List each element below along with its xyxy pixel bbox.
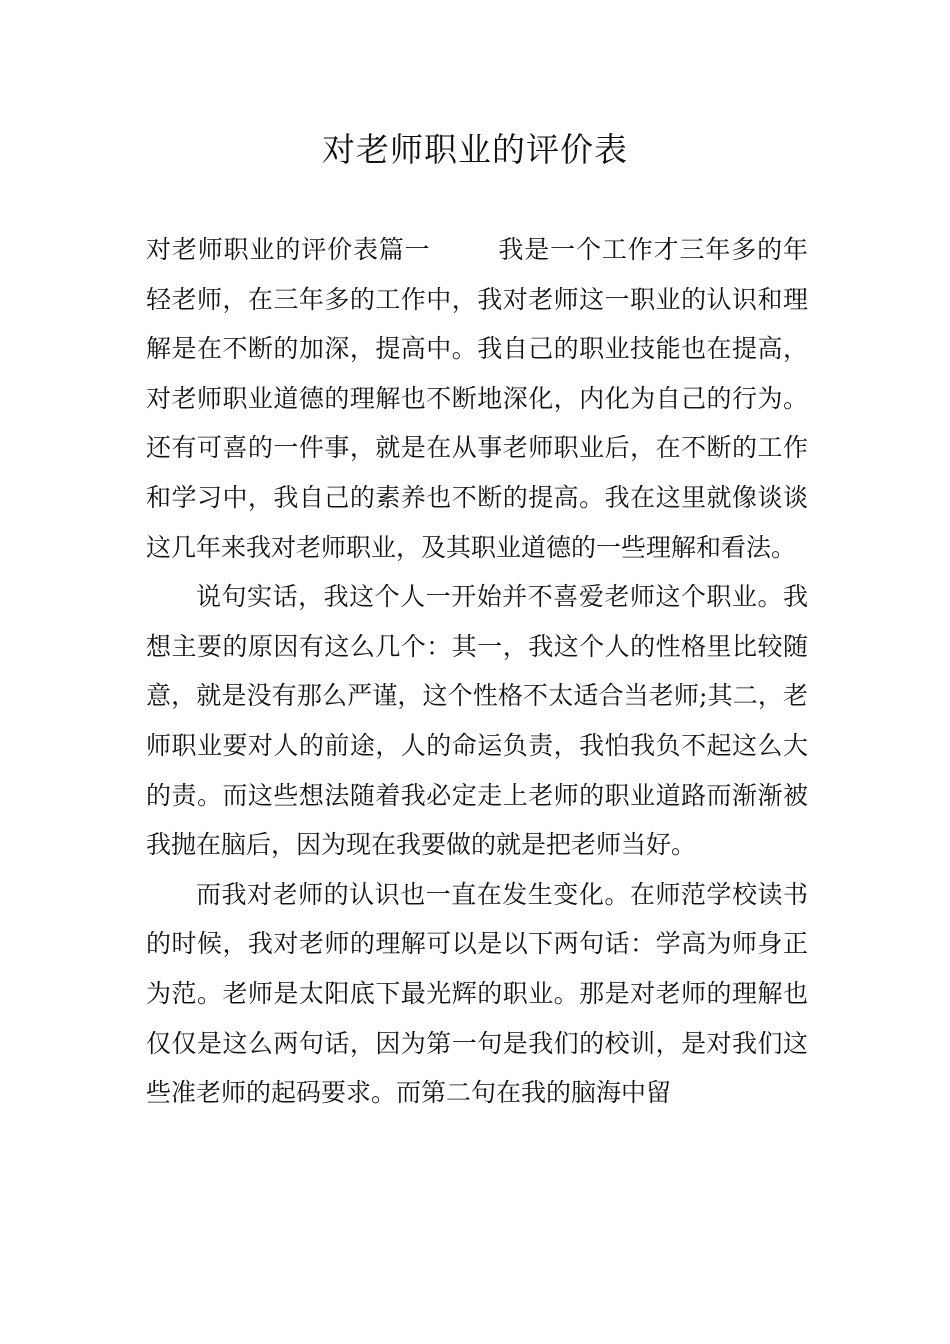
paragraph-2: 说句实话，我这个人一开始并不喜爱老师这个职业。我想主要的原因有这么几个：其一，我这个人的性格里比较随意，就是没有那么严谨，这个性格不太适合当老师;其二，老师职业要对人的前途，人的命运负责，我怕我负不起这么大的责。而这些想法随着我必定走上老师的职业道路而渐渐被我抛在脑后，因为现在我要做的就是把老师当好。 [146,582,808,860]
paragraph-1-text: 我是一个工作才三年多的年轻老师，在三年多的工作中，我对老师这一职业的认识和理解是在不断的加深，提高中。我自己的职业技能也在提高，对老师职业道德的理解也不断地深化，内化为自己的行为。还有可喜的一件事，就是在从事老师职业后，在不断的工作和学习中，我自己的素养也不断的提高。我在这里就像谈谈这几年来我对老师职业，及其职业道德的一些理解和看法。 [146,235,808,562]
document-body [146,225,808,1118]
document-title: 对老师职业的评价表 [322,130,628,169]
paragraph-3: 而我对老师的认识也一直在发生变化。在师范学校读书的时候，我对老师的理解可以是以下两句话：学高为师身正为范。老师是太阳底下最光辉的职业。那是对老师的理解也仅仅是这么两句话，因为第一句是我们的校训，是对我们这些准老师的起码要求。而第二句在我的脑海中留 [146,879,808,1108]
section-heading: 对老师职业的评价表篇一 [146,235,431,264]
paragraph-1 [146,225,808,572]
